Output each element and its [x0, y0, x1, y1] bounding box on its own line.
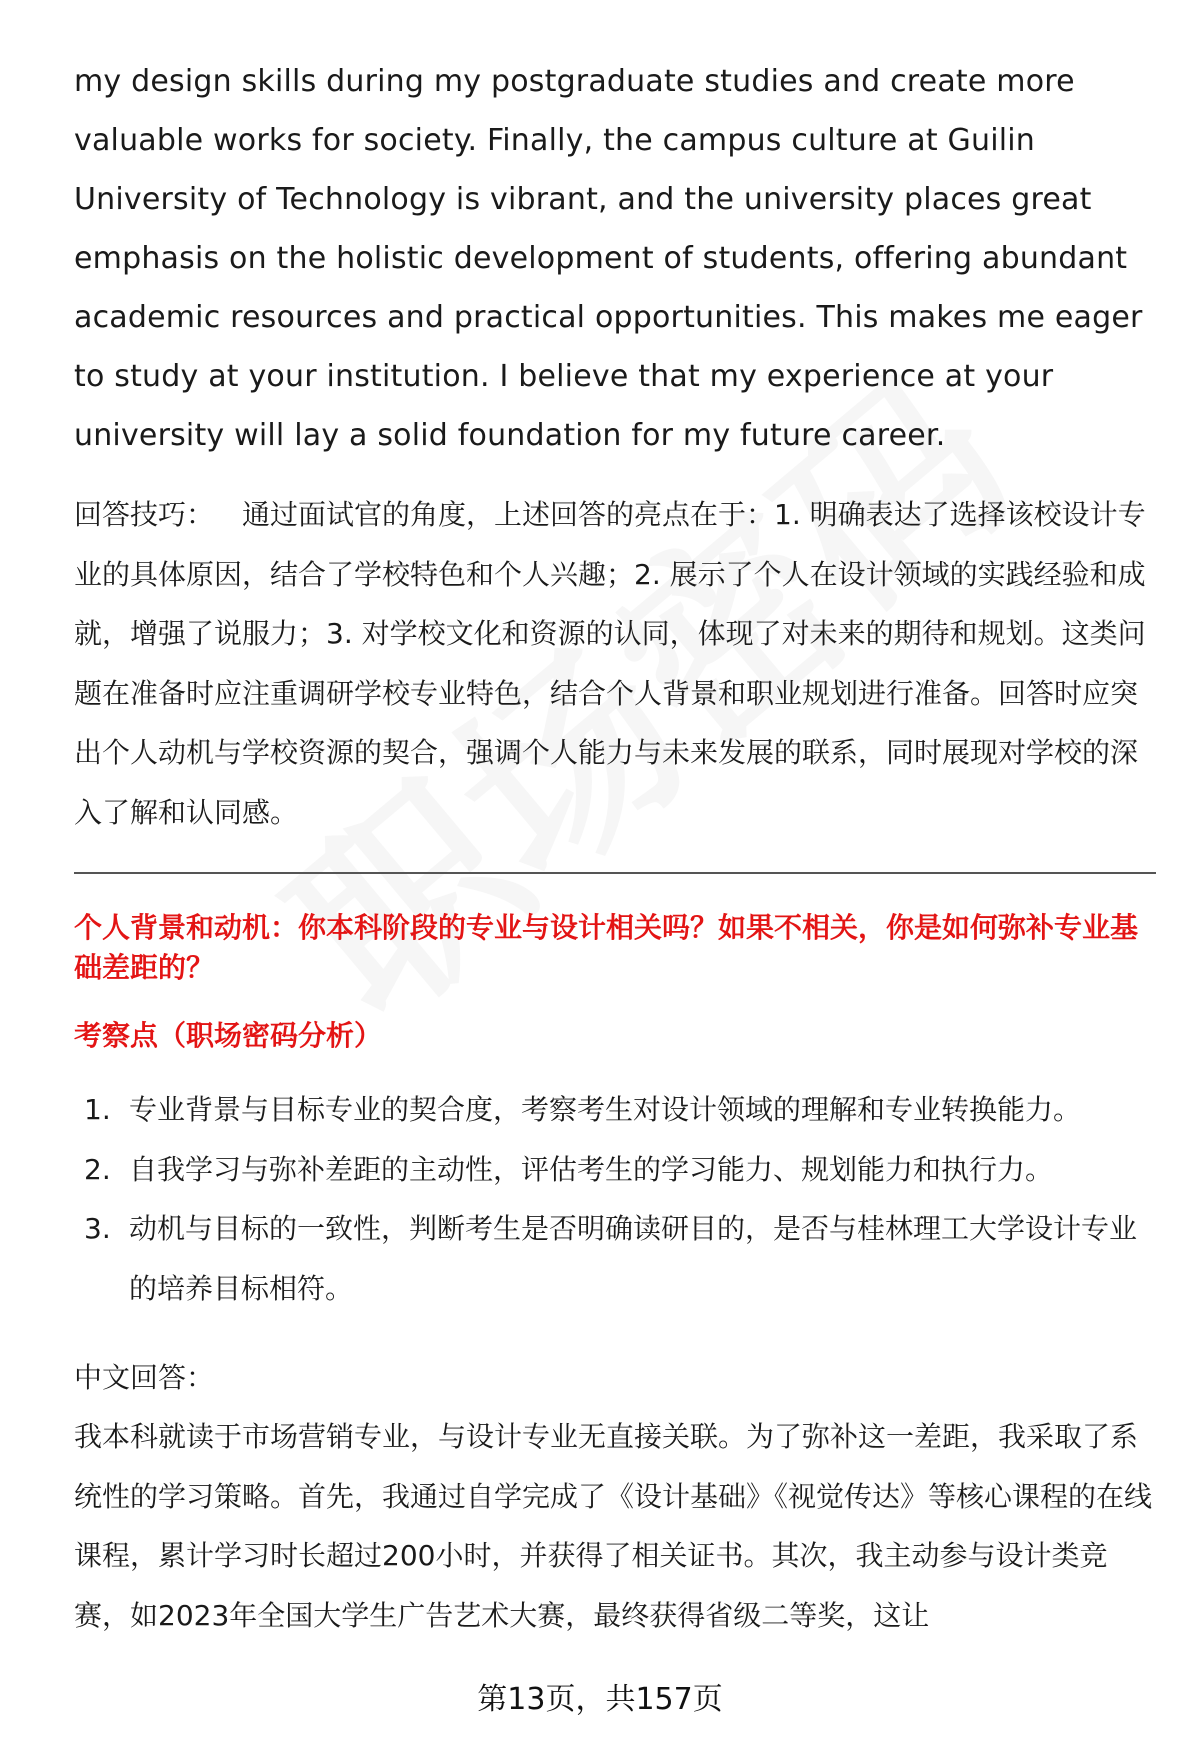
- section-divider: [74, 872, 1156, 874]
- analysis-points-list: [74, 1080, 1156, 1318]
- analysis-point-text: 自我学习与弥补差距的主动性，评估考生的学习能力、规划能力和执行力。: [129, 1152, 1054, 1186]
- analysis-point-number: 1.: [84, 1093, 111, 1126]
- analysis-point: [74, 1140, 1156, 1200]
- answer-tips-text: 通过面试官的角度，上述回答的亮点在于：1. 明确表达了选择该校设计专业的具体原因，结合了学校特色和个人兴趣；2. 展示了个人在设计领域的实践经验和成就，增强了说服力；3. 对学校文化和资源的认同，体现了对未来的期待和规划。这类问题在准备时应注重调研学校专业特色，结合个人背景和职业规划进行准备。回答时应突出个人动机与学校资源的契合，强调个人能力与未来发展的联系，同时展现对学校的深入了解和认同感。: [74, 498, 1146, 829]
- analysis-point-number: 2.: [84, 1152, 111, 1186]
- answer-tips-label: 回答技巧：: [74, 498, 215, 531]
- answer-tips-paragraph: [74, 485, 1156, 842]
- english-answer-paragraph: my design skills during my postgraduate studies and create more valuable works for society. Finally, the campus culture at Guilin University of Technology is vibrant, and the university places great emphasis on the holistic development of students, offering abundant academic resources and practical opportunities. This makes me eager to study at your institution. I believe that my experience at your university will lay a solid foundation for my future career.: [74, 64, 1143, 453]
- chinese-answer-text: 我本科就读于市场营销专业，与设计专业无直接关联。为了弥补这一差距，我采取了系统性的学习策略。首先，我通过自学完成了《设计基础》《视觉传达》等核心课程的在线课程，累计学习时长超过200小时，并获得了相关证书。其次，我主动参与设计类竞赛，如2023年全国大学生广告艺术大赛，最终获得省级二等奖，这让: [74, 1420, 1153, 1632]
- chinese-answer-label: 中文回答：: [74, 1361, 215, 1394]
- analysis-point-text: 专业背景与目标专业的契合度，考察考生对设计领域的理解和专业转换能力。: [129, 1093, 1082, 1126]
- document-page: [74, 52, 1156, 1645]
- analysis-point-number: 3.: [84, 1212, 111, 1245]
- analysis-heading: 考察点（职场密码分析）: [74, 1019, 383, 1052]
- analysis-point: [74, 1199, 1156, 1318]
- page-footer: 第13页，共157页: [477, 1682, 723, 1717]
- analysis-point: [74, 1080, 1156, 1140]
- analysis-point-text: 动机与目标的一致性，判断考生是否明确读研目的，是否与桂林理工大学设计专业的培养目标相符。: [129, 1212, 1138, 1305]
- question-title: 个人背景和动机：你本科阶段的专业与设计相关吗？如果不相关，你是如何弥补专业基础差距的？: [74, 911, 1139, 984]
